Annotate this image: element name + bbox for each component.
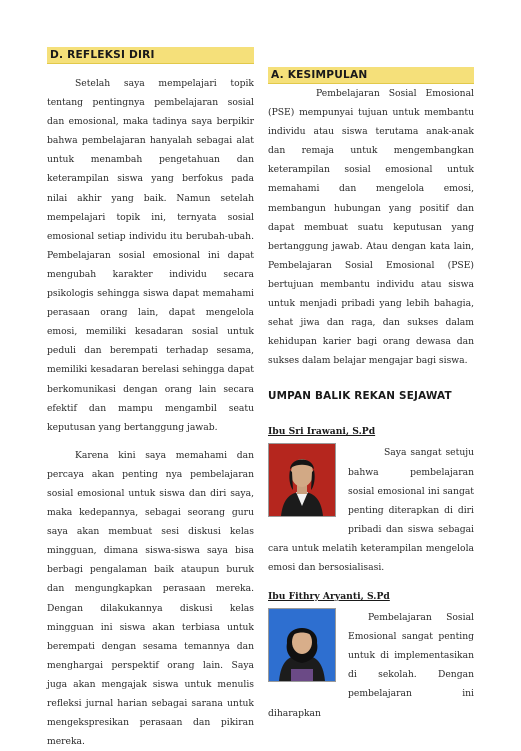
peer-text-2: Pembelajaran Sosial Emosional sangat penting untuk di implementasikan di sekolah. Dengan pembelajaran ini diharapkan (268, 612, 474, 719)
peer-feedback-2 (268, 591, 474, 723)
peer-name-2: Ibu Fithry Aryanti, S.Pd (268, 591, 390, 603)
peer-text-1: Saya sangat setuju bahwa pembelajaran sosial emosional ini sangat penting diterapkan di diri pribadi dan siswa sebagai cara untuk melatih keterampilan mengelola emosi dan bersosialisasi. (268, 447, 474, 573)
peer-photo-2 (268, 608, 336, 682)
portrait-red-background (269, 444, 335, 516)
left-column (47, 47, 254, 751)
kesimpulan-paragraph: Pembelajaran Sosial Emosional (PSE) mempunyai tujuan untuk membantu individu atau siswa terutama anak-anak dan remaja untuk mengembangkan keterampilan sosial emosional untuk memahami dan mengelola emosi, membangun hubungan yang positif dan dapat membuat suatu keputusan yang bertanggung jawab. Atau dengan kata lain, Pembelajaran Sosial Emosional (PSE) bertujuan membantu individu atau siswa untuk menjadi pribadi yang lebih bahagia, sehat jiwa dan raga, dan sukses dalam kehidupan karier bagi orang dewasa dan sukses dalam belajar mengajar bagi siswa. (268, 88, 474, 367)
section-heading-kesimpulan: A. KESIMPULAN (268, 67, 474, 84)
peer-name-1: Ibu Sri Irawani, S.Pd (268, 426, 376, 438)
peer-photo-1 (268, 443, 336, 517)
right-column (268, 67, 474, 723)
feedback-section-title: UMPAN BALIK REKAN SEJAWAT (268, 390, 452, 403)
refleksi-paragraph-1: Setelah saya mempelajari topik tentang pentingnya pembelajaran sosial dan emosional, maka tadinya saya berpikir bahwa pembelajaran hanyalah sebagai alat untuk menambah pengetahuan dan keterampilan siswa yang berfokus pada nilai akhir yang baik. Namun setelah mempelajari topik ini, ternyata sosial emosional setiap individu itu berubah-ubah. Pembelajaran sosial emosional ini dapat mengubah karakter individu secara psikologis sehingga siswa dapat memahami perasaan orang lain, dapat mengelola emosi, memiliki kesadaran sosial untuk peduli dan berempati terhadap sesama, memiliki kesadaran berelasi sehingga dapat berkomunikasi dengan orang lain secara efektif dan mampu mengambil seatu keputusan yang bertanggung jawab. (47, 78, 254, 433)
peer-feedback-1 (268, 426, 474, 577)
refleksi-paragraph-2: Karena kini saya memahami dan percaya akan penting nya pembelajaran sosial emosional untuk siswa dan diri saya, maka kedepannya, sebagai seorang guru saya akan membuat sesi diskusi kelas mingguan, dimana siswa-siswa saya bisa berbagi pengalaman baik ataupun buruk dan mengungkapkan perasaan mereka. Dengan dilakukannya diskusi kelas mingguan ini siswa akan terbiasa untuk berempati dengan sesama temannya dan menghargai perspektif orang lain. Saya juga akan mengajak siswa untuk menulis refleksi jurnal harian sebagai sarana untuk mengekspresikan perasaan dan pikiran mereka. (47, 449, 254, 748)
portrait-blue-background (269, 609, 335, 681)
section-heading-refleksi: D. REFLEKSI DIRI (47, 47, 254, 64)
